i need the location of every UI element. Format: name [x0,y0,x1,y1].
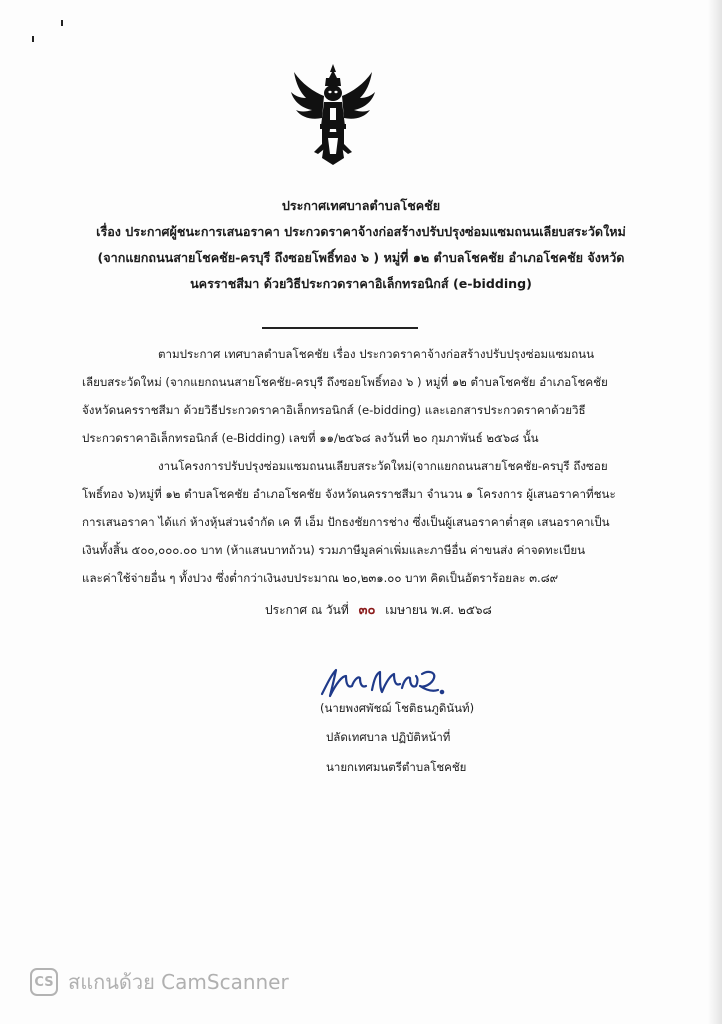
signer-title: นายกเทศมนตรีตำบลโชคชัย [326,760,467,774]
body-paragraph-line: เงินทั้งสิ้น ๕๐๐,๐๐๐.๐๐ บาท (ห้าแสนบาทถ้วน) รวมภาษีมูลค่าเพิ่มและภาษีอื่น ค่าขนส่ง ค่าจดทะเบียน [82,543,586,557]
body-paragraph-line: จังหวัดนครราชสีมา ด้วยวิธีประกวดราคาอิเล็กทรอนิกส์ (e-bidding) และเอกสารประกวดราคาด้วยวิธี [82,403,586,417]
camscanner-logo-icon: CS [30,968,58,996]
body-paragraph-line: และค่าใช้จ่ายอื่น ๆ ทั้งปวง ซึ่งต่ำกว่าเงินงบประมาณ ๒๐,๒๓๑.๐๐ บาท คิดเป็นอัตราร้อยละ ๓.๘๙ [82,571,559,585]
camscanner-watermark-text: สแกนด้วย CamScanner [68,970,289,994]
signer-title: ปลัดเทศบาล ปฏิบัติหน้าที่ [326,730,451,744]
body-paragraph-line: งานโครงการปรับปรุงซ่อมแซมถนนเลียบสระวัดใหม่(จากแยกถนนสายโชคชัย-ครบุรี ถึงซอย [158,459,608,473]
body-paragraph-line: ประกวดราคาอิเล็กทรอนิกส์ (e-Bidding) เลขที่ ๑๑/๒๕๖๘ ลงวันที่ ๒๐ กุมภาพันธ์ ๒๕๖๘ นั้น [82,431,539,445]
date-month-year: เมษายน พ.ศ. ๒๕๖๘ [385,603,492,617]
body-paragraph-line: การเสนอราคา ได้แก่ ห้างหุ้นส่วนจำกัด เค ที เอ็ม ปักธงชัยการช่าง ซึ่งเป็นผู้เสนอราคาต่ำสุด เสนอราคาเป็น [82,515,610,529]
scan-speck [32,36,34,42]
announcement-date [265,600,492,621]
announcement-subject-line: เรื่อง ประกาศผู้ชนะการเสนอราคา ประกวดราคาจ้างก่อสร้างปรับปรุงซ่อมแซมถนนเลียบสระวัดใหม่ [96,224,626,239]
handwritten-signature [318,662,448,702]
camscanner-watermark [30,966,289,998]
signer-name: (นายพงศพัชฌ์ โชติธนภูดินันท์) [320,701,475,715]
announcement-subject-line: (จากแยกถนนสายโชคชัย-ครบุรี ถึงซอยโพธิ์ทอง ๖ ) หมู่ที่ ๑๒ ตำบลโชคชัย อำเภอโชคชัย จังหวัด [97,250,625,265]
date-prefix: ประกาศ ณ วันที่ [265,603,349,617]
body-paragraph-line: โพธิ์ทอง ๖)หมู่ที่ ๑๒ ตำบลโชคชัย อำเภอโชคชัย จังหวัดนครราชสีมา จำนวน ๑ โครงการ ผู้เสนอราคาที่ชนะ [82,487,616,501]
body-paragraph-line: เลียบสระวัดใหม่ (จากแยกถนนสายโชคชัย-ครบุรี ถึงซอยโพธิ์ทอง ๖ ) หมู่ที่ ๑๒ ตำบลโชคชัย อำเภอโชคชัย [82,375,608,389]
title-divider [262,327,418,329]
body-paragraph-line: ตามประกาศ เทศบาลตำบลโชคชัย เรื่อง ประกวดราคาจ้างก่อสร้างปรับปรุงซ่อมแซมถนน [158,347,595,361]
announcement-subject-line: นครราชสีมา ด้วยวิธีประกวดราคาอิเล็กทรอนิกส์ (e-bidding) [190,276,532,291]
date-day: ๓๐ [358,603,376,618]
garuda-emblem-icon [288,62,378,167]
scan-speck [61,20,63,26]
page-edge-shadow [708,0,722,1024]
announcement-title: ประกาศเทศบาลตำบลโชคชัย [281,198,441,213]
